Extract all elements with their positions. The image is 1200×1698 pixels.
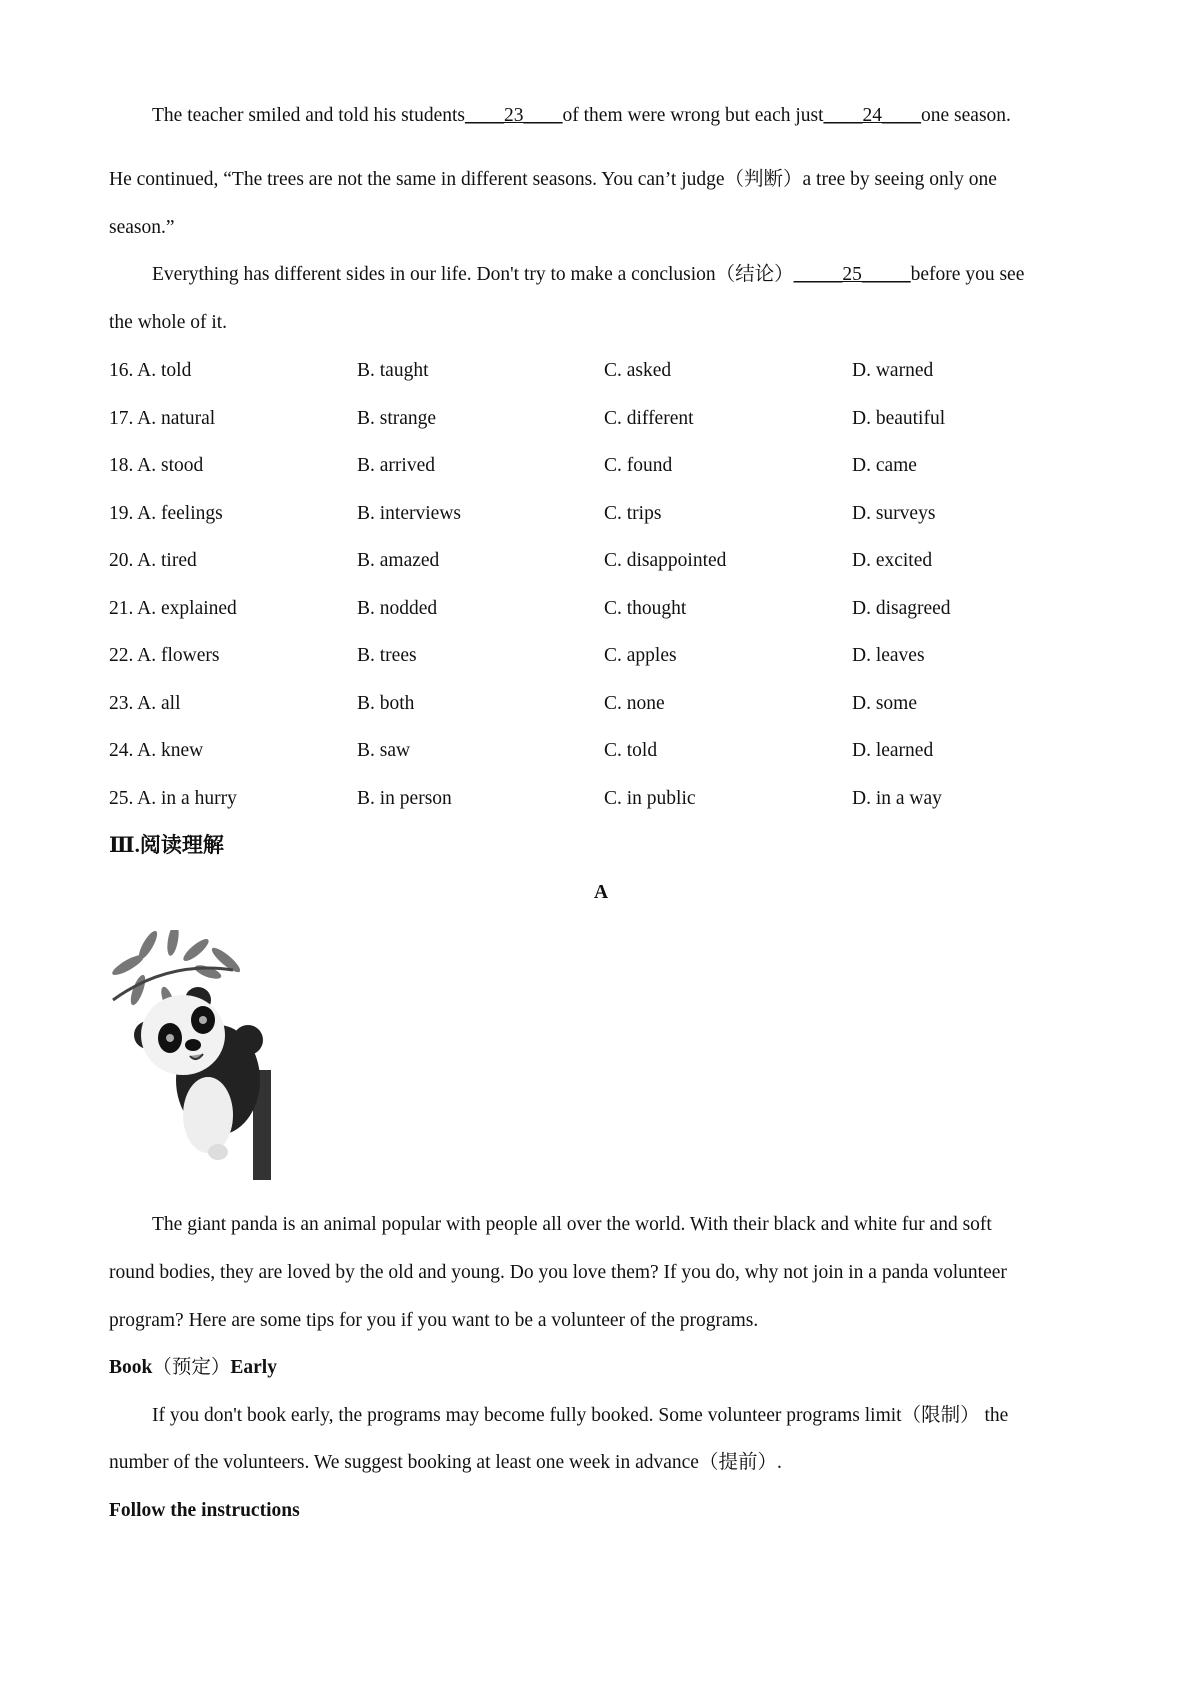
option-c: C. told	[604, 740, 658, 761]
option-a: 23. A. all	[109, 692, 181, 714]
option-c: C. disappointed	[604, 550, 727, 571]
option-c: C. none	[604, 692, 665, 714]
reading-line: round bodies, they are loved by the old and young. Do you love them? If you do, why not join in a panda volunteer	[109, 1262, 1007, 1283]
option-a: 22. A. flowers	[109, 645, 220, 666]
option-d: D. learned	[852, 740, 934, 761]
option-d: D. warned	[852, 360, 934, 381]
reading-line: number of the volunteers. We suggest booking at least one week in advance（提前）.	[109, 1452, 782, 1473]
option-d: D. disagreed	[852, 597, 951, 619]
option-d: D. surveys	[852, 502, 936, 524]
text: The teacher smiled and told his students	[152, 105, 466, 126]
option-a: 25. A. in a hurry	[109, 787, 237, 809]
tip-heading	[109, 1356, 277, 1380]
option-d: D. leaves	[852, 645, 925, 666]
option-b: B. nodded	[357, 597, 438, 619]
text: Everything has different sides in our life. Don't try to make a conclusion（结论）	[152, 264, 794, 285]
option-c: C. trips	[604, 502, 662, 524]
option-b: B. taught	[357, 360, 429, 381]
passage-line	[152, 263, 1024, 287]
option-a: 18. A. stood	[109, 455, 204, 476]
section-heading: Ⅲ.阅读理解	[109, 833, 224, 857]
option-d: D. some	[852, 692, 917, 714]
option-a: 17. A. natural	[109, 407, 216, 429]
option-d: D. excited	[852, 550, 933, 571]
text: （预定）	[152, 1357, 231, 1378]
text: of them were wrong but each just	[562, 105, 824, 126]
text: before you see	[910, 264, 1025, 285]
passage-line: the whole of it.	[109, 312, 228, 333]
option-a: 21. A. explained	[109, 597, 237, 619]
passage-line	[152, 104, 1011, 128]
blank-24: ____24____	[823, 105, 922, 126]
passage-line: He continued, “The trees are not the same in different seasons. You can’t judge（判断）a tree by seeing only one	[109, 169, 997, 190]
option-b: B. interviews	[357, 502, 461, 524]
option-b: B. in person	[357, 787, 452, 809]
text: Book	[109, 1357, 153, 1378]
option-d: D. in a way	[852, 787, 942, 809]
option-a: 19. A. feelings	[109, 502, 223, 524]
reading-line: The giant panda is an animal popular with people all over the world. With their black and white fur and soft	[152, 1214, 992, 1235]
option-a: 24. A. knew	[109, 740, 204, 761]
option-c: C. different	[604, 407, 694, 429]
tip-heading: Follow the instructions	[109, 1500, 300, 1521]
passage-line: season.”	[109, 217, 175, 238]
option-c: C. found	[604, 455, 673, 476]
option-b: B. trees	[357, 645, 417, 666]
option-b: B. arrived	[357, 455, 435, 476]
part-label: A	[594, 882, 609, 903]
panda-image	[108, 930, 280, 1180]
option-b: B. both	[357, 692, 415, 714]
option-b: B. saw	[357, 740, 411, 761]
blank-25: _____25_____	[793, 264, 911, 285]
reading-line: If you don't book early, the programs may become fully booked. Some volunteer programs limit（限制） the	[152, 1405, 1009, 1426]
text: Early	[230, 1357, 277, 1378]
option-b: B. strange	[357, 407, 437, 429]
text: one season.	[921, 105, 1011, 126]
option-d: D. beautiful	[852, 407, 946, 429]
reading-line: program? Here are some tips for you if you want to be a volunteer of the programs.	[109, 1310, 759, 1331]
option-a: 16. A. told	[109, 360, 192, 381]
option-a: 20. A. tired	[109, 550, 197, 571]
option-c: C. thought	[604, 597, 687, 619]
option-c: C. apples	[604, 645, 677, 666]
option-c: C. in public	[604, 787, 696, 809]
blank-23: ____23____	[465, 105, 563, 126]
option-b: B. amazed	[357, 550, 440, 571]
option-c: C. asked	[604, 360, 672, 381]
option-d: D. came	[852, 455, 917, 476]
